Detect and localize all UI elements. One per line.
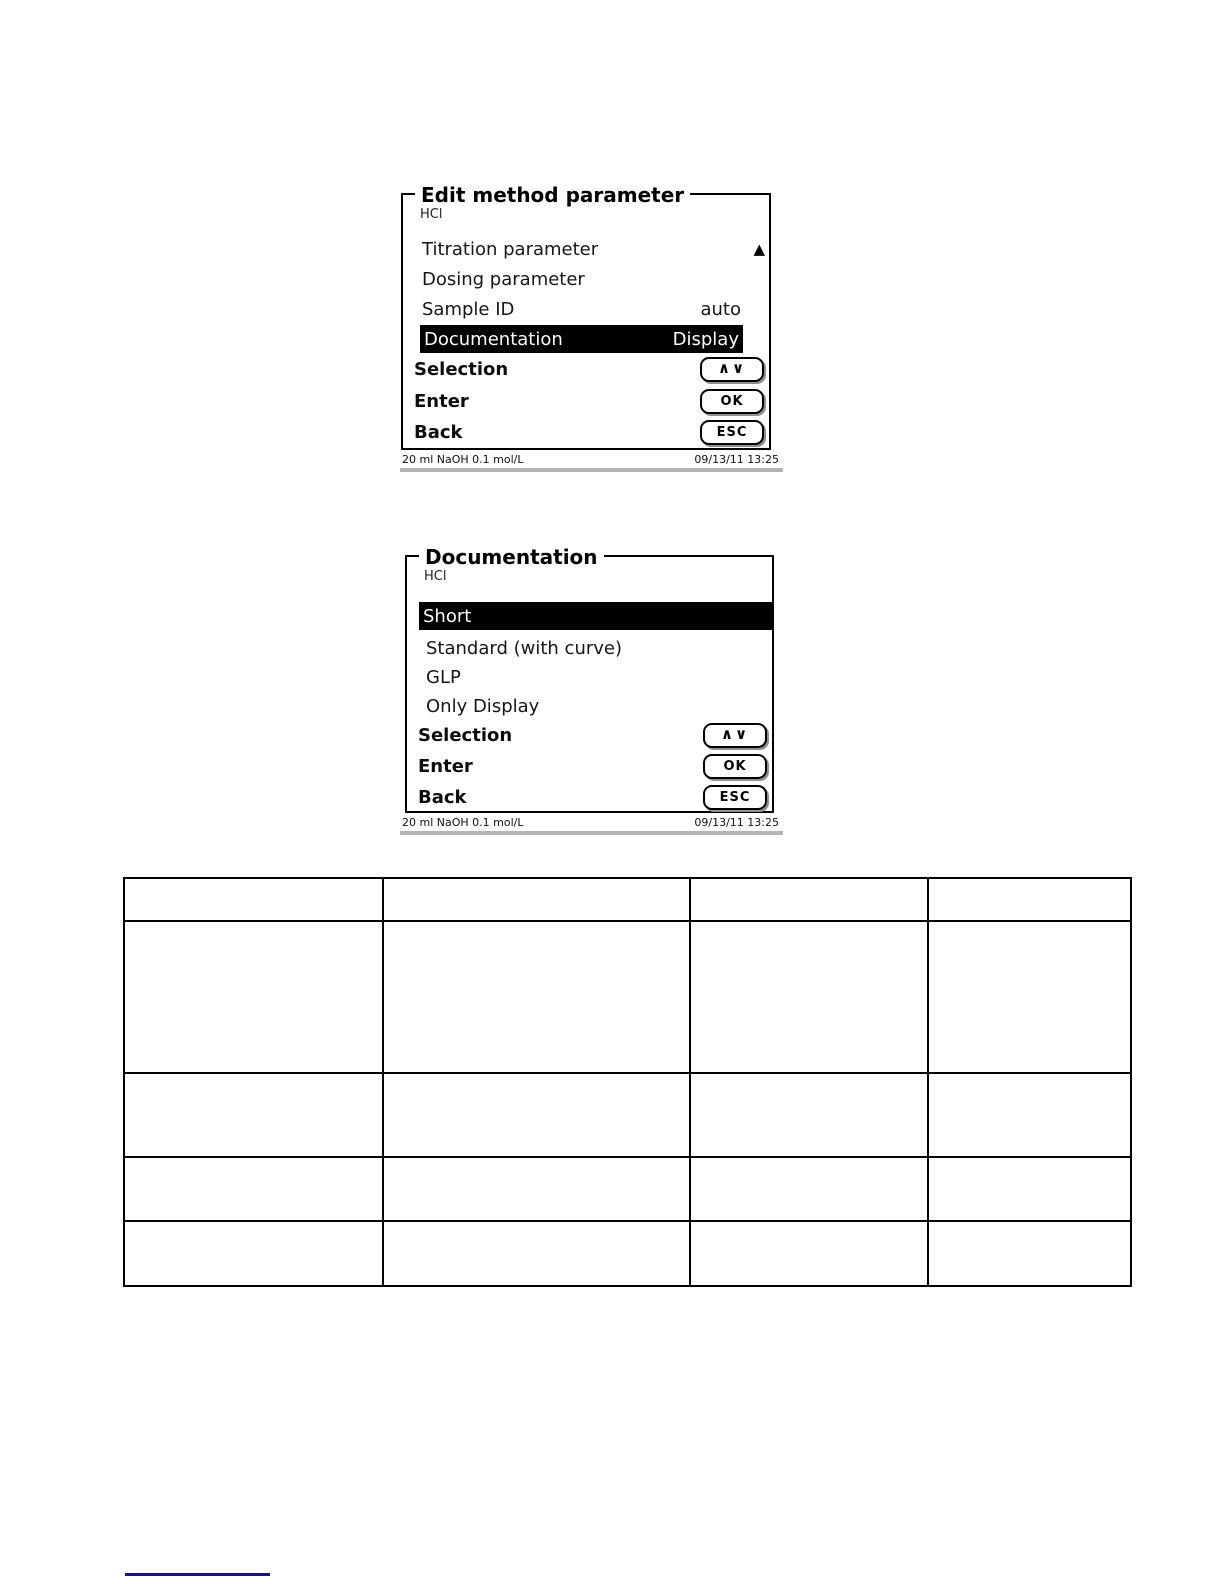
status-divider [400,468,783,472]
table-cell [124,1073,383,1157]
menu-item-documentation-selected[interactable] [420,325,743,353]
softkey-enter [418,752,767,780]
option-short-selected[interactable] [419,602,772,630]
up-down-button[interactable] [700,357,764,382]
softkey-enter [414,387,764,415]
esc-button[interactable]: ESC [700,420,764,445]
option-label: GLP [426,666,461,688]
softkey-selection [414,355,764,383]
softkey-label: Enter [418,755,473,777]
softkey-label: Back [414,421,463,443]
option-label: Only Display [426,695,540,717]
edit-method-parameter-screenshot [400,183,783,472]
menu-item-label: Titration parameter [422,238,599,260]
screen-title: Documentation [419,547,604,567]
up-down-chevrons-icon: ∧∨ [717,359,747,377]
screen-frame [401,183,771,450]
table-header-cell [383,878,690,921]
table-row [124,1157,1131,1221]
option-only-display[interactable] [407,694,772,718]
menu-item-sample-id[interactable] [403,297,769,321]
option-standard-with-curve[interactable] [407,636,772,660]
table-cell [690,921,928,1073]
softkey-selection [418,721,767,749]
datetime: 09/13/11 13:25 [694,816,779,829]
table-cell [383,1073,690,1157]
table-cell [928,1221,1131,1286]
menu-item-label: Sample ID [422,298,515,320]
softkey-back [414,418,764,446]
table-header-cell [690,878,928,921]
status-bar [400,453,783,466]
table-cell [124,1221,383,1286]
menu-item-label: Dosing parameter [422,268,585,290]
table-row [124,1073,1131,1157]
table-row [124,921,1131,1073]
table-cell [383,1157,690,1221]
table-header-cell [124,878,383,921]
up-down-chevrons-icon: ∧∨ [720,725,750,743]
table-cell [928,1157,1131,1221]
softkey-label: Selection [418,724,513,746]
menu-item-titration-parameter[interactable] [403,237,769,261]
table-cell [124,921,383,1073]
table-cell [124,1157,383,1221]
screen-title: Edit method parameter [415,185,690,205]
up-down-button[interactable] [703,723,767,748]
ok-button[interactable]: OK [703,754,767,779]
datetime: 09/13/11 13:25 [694,453,779,466]
table-cell [928,1073,1131,1157]
softkey-back [418,783,767,811]
status-divider [400,831,783,835]
menu-item-dosing-parameter[interactable] [403,267,769,291]
option-label: Short [423,605,472,627]
blank-table [123,877,1132,1287]
esc-button[interactable]: ESC [703,785,767,810]
table-cell [690,1221,928,1286]
option-label: Standard (with curve) [426,637,622,659]
table-row [124,1221,1131,1286]
table-cell [690,1157,928,1221]
footer-rule [125,1573,270,1576]
documentation-screenshot [400,545,783,835]
menu-item-value: Display [672,328,739,350]
burette-status: 20 ml NaOH 0.1 mol/L [402,816,524,829]
table-cell [690,1073,928,1157]
softkey-label: Selection [414,358,509,380]
menu-item-value: auto [700,298,741,320]
table-header-cell [928,878,1131,921]
table-header-row [124,878,1131,921]
ok-button[interactable]: OK [700,389,764,414]
method-name: HCl [424,569,447,584]
table-cell [383,1221,690,1286]
table-cell [383,921,690,1073]
method-name: HCl [420,207,443,222]
option-glp[interactable] [407,665,772,689]
status-bar [400,816,783,829]
table-cell [928,921,1131,1073]
menu-item-label: Documentation [424,328,563,350]
softkey-label: Enter [414,390,469,412]
burette-status: 20 ml NaOH 0.1 mol/L [402,453,524,466]
softkey-label: Back [418,786,467,808]
scroll-up-icon: ▲ [753,240,765,258]
screen-frame [405,545,774,813]
